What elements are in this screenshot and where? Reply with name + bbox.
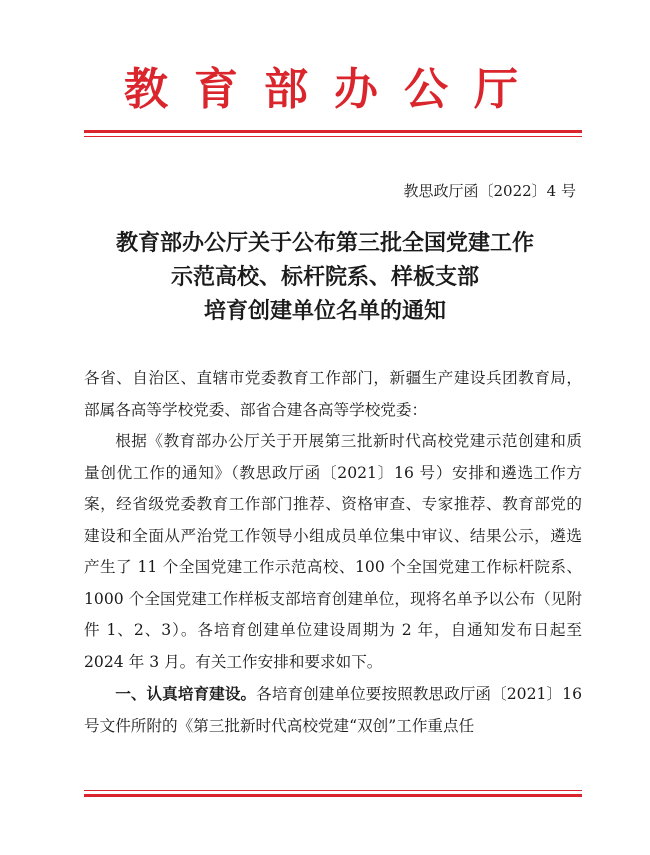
masthead-title: 教育部办公厅 [124,64,544,115]
title-line-3: 培育创建单位名单的通知 [203,298,446,324]
document-number: 教思政厅函〔2022〕4 号 [403,182,576,200]
document-title [60,226,590,328]
section-1-paragraph [84,678,582,742]
section-1-heading: 一、认真培育建设。 [115,684,257,703]
header-rule-thick [84,130,582,133]
body-paragraph-1: 根据《教育部办公厅关于开展第三批新时代高校党建示范创建和质量创优工作的通知》（教思政厅函〔2021〕16 号）安排和遴选工作方案，经省级党委教育工作部门推荐、资格审查、专家推荐、教育部党的建设和全面从严治党工作领导小组成员单位集中审议、结果公示，遴选产生了 11 个全国党建工作示范高校、100 个全国党建工作标杆院系、1000 个全国党建工作样板支部培育创建单位，现将名单予以公布（见附件 1、2、3）。各培育创建单位建设周期为 2 年，自通知发布日起至 2024 年 3 月。有关工作安排和要求如下。 [84,432,582,671]
recipients-paragraph: 各省、自治区、直辖市党委教育工作部门，新疆生产建设兵团教育局，部属各高等学校党委、部省合建各高等学校党委： [84,369,582,419]
header-rule-thin [84,136,582,137]
document-body [84,363,582,742]
footer-rule-thick [84,794,582,797]
title-line-1: 教育部办公厅关于公布第三批全国党建工作 [115,230,534,256]
footer-rule-thin [84,790,582,791]
section-1-text: 各培育创建单位要按照教思政厅函〔2021〕16 号文件所附的《第三批新时代高校党建“双创”工作重点任 [84,685,582,735]
title-line-2: 示范高校、标杆院系、样板支部 [170,264,479,290]
